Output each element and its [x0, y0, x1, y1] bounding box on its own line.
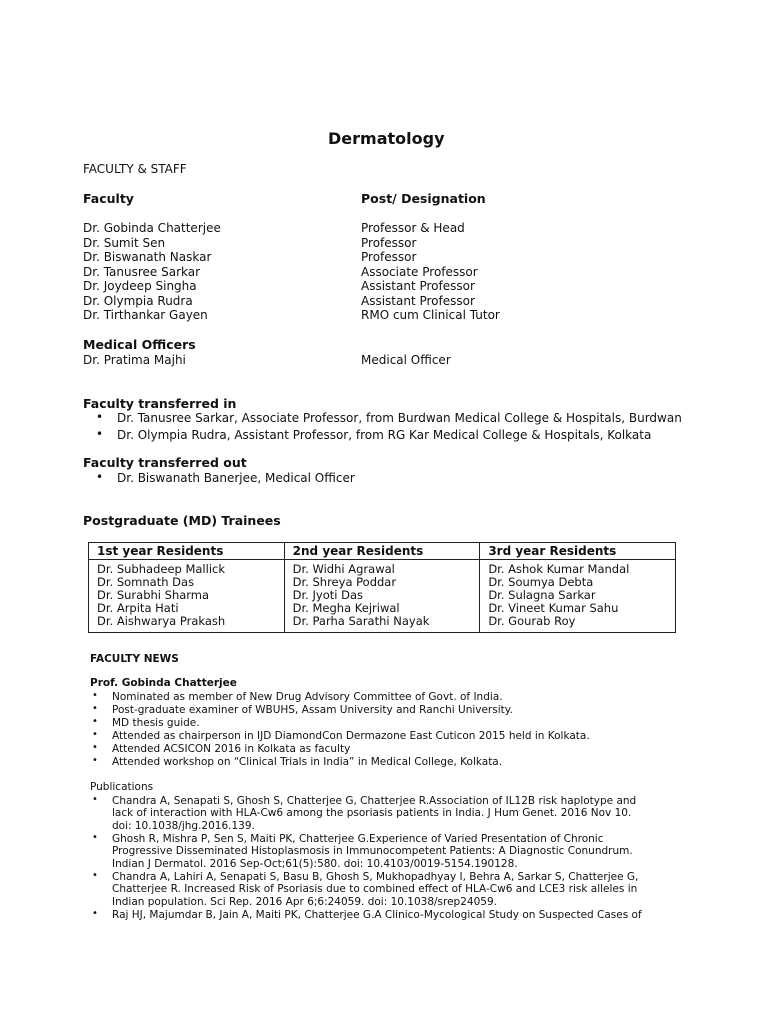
faculty-post: Assistant Professor — [361, 279, 475, 293]
faculty-post: Associate Professor — [361, 264, 478, 279]
medical-officers-heading: Medical Officers — [83, 337, 196, 352]
table-header-row — [89, 543, 676, 560]
news-item: Attended as chairperson in IJD DiamondCon Dermazone East Cuticon 2015 held in Kolkata. — [112, 730, 590, 742]
transferred-in-item: Dr. Tanusree Sarkar, Associate Professor, from Burdwan Medical College & Hospitals, Burdwan — [117, 411, 682, 425]
faculty-news-heading: FACULTY NEWS — [90, 653, 179, 665]
publication-item: Chandra A, Lahiri A, Senapati S, Basu B, Ghosh S, Mukhopadhyay I, Behra A, Sarkar S, Chatterjee G, Chatterjee R. Increased Risk of Psoriasis due to combined effect of HLA-Cw6 and LCE3 risk alleles in Indian population. Sci Rep. 2016 Apr 6;6:24059. doi: 10.1038/srep24059. — [112, 871, 639, 908]
bullet-icon: • — [92, 716, 98, 727]
transferred-in-item: Dr. Olympia Rudra, Assistant Professor, from RG Kar Medical College & Hospitals, Kolkata — [117, 428, 652, 442]
bullet-icon: • — [92, 729, 98, 740]
faculty-post: Professor & Head — [361, 221, 465, 235]
news-item: Post-graduate examiner of WBUHS, Assam University and Ranchi University. — [112, 704, 513, 716]
faculty-post: Professor — [361, 235, 417, 250]
section-heading: FACULTY & STAFF — [83, 162, 187, 176]
publication-item: Chandra A, Senapati S, Ghosh S, Chatterjee G, Chatterjee R.Association of IL12B risk haplotype and lack of interaction with HLA-Cw6 among the psoriasis patients in India. J Hum Genet. 2016 Nov 10. doi: 10.1038/jhg.2016.139. — [112, 795, 637, 832]
second-year-residents: Dr. Widhi Agrawal Dr. Shreya Poddar Dr. Jyoti Das Dr. Megha Kejriwal Dr. Parha Sarathi Nayak — [284, 560, 480, 633]
transferred-out-heading: Faculty transferred out — [83, 455, 247, 470]
bullet-icon: • — [92, 832, 98, 843]
table-row — [89, 560, 676, 633]
publications-heading: Publications — [90, 781, 154, 793]
bullet-icon: • — [92, 703, 98, 714]
news-item: Attended workshop on “Clinical Trials in India” in Medical College, Kolkata. — [112, 756, 503, 768]
page-title: Dermatology — [328, 129, 445, 148]
third-year-residents: Dr. Ashok Kumar Mandal Dr. Soumya Debta Dr. Sulagna Sarkar Dr. Vineet Kumar Sahu Dr. Gourab Roy — [480, 560, 676, 633]
publication-item: Ghosh R, Mishra P, Sen S, Maiti PK, Chatterjee G.Experience of Varied Presentation of Chronic Progressive Disseminated Histoplasmosis in Immunocompetent Patients: A Diagnostic Conundrum. Indian J Dermatol. 2016 Sep-Oct;61(5):580. doi: 10.4103/0019-5154.190128. — [112, 833, 633, 870]
news-item: MD thesis guide. — [112, 717, 200, 729]
bullet-icon: • — [92, 794, 98, 805]
faculty-name: Dr. Sumit Sen — [83, 235, 166, 250]
bullet-icon: • — [96, 470, 104, 484]
bullet-icon: • — [96, 427, 104, 441]
pg-trainees-table — [88, 542, 676, 633]
column-header: 2nd year Residents — [284, 543, 480, 560]
bullet-icon: • — [96, 410, 104, 424]
news-item: Nominated as member of New Drug Advisory Committee of Govt. of India. — [112, 691, 503, 703]
bullet-icon: • — [92, 742, 98, 753]
faculty-name: Dr. Tanusree Sarkar — [83, 264, 201, 279]
faculty-name: Dr. Joydeep Singha — [83, 279, 197, 293]
publication-item: Raj HJ, Majumdar B, Jain A, Maiti PK, Chatterjee G.A Clinico-Mycological Study on Suspected Cases of — [112, 909, 642, 921]
faculty-post: RMO cum Clinical Tutor — [361, 308, 500, 322]
faculty-post: Assistant Professor — [361, 293, 475, 308]
column-header: 1st year Residents — [89, 543, 285, 560]
bullet-icon: • — [92, 908, 98, 919]
news-person: Prof. Gobinda Chatterjee — [90, 677, 237, 689]
faculty-name: Dr. Gobinda Chatterjee — [83, 221, 221, 235]
column-header: 3rd year Residents — [480, 543, 676, 560]
bullet-icon: • — [92, 755, 98, 766]
post-column-header: Post/ Designation — [361, 191, 486, 206]
bullet-icon: • — [92, 870, 98, 881]
first-year-residents: Dr. Subhadeep Mallick Dr. Somnath Das Dr. Surabhi Sharma Dr. Arpita Hati Dr. Aishwarya Prakash — [89, 560, 285, 633]
bullet-icon: • — [92, 690, 98, 701]
medical-officer-name: Dr. Pratima Majhi — [83, 353, 186, 367]
faculty-post: Professor — [361, 250, 417, 264]
pg-trainees-heading: Postgraduate (MD) Trainees — [83, 513, 281, 528]
transferred-out-item: Dr. Biswanath Banerjee, Medical Officer — [117, 471, 355, 485]
transferred-in-heading: Faculty transferred in — [83, 396, 237, 411]
medical-officer-post: Medical Officer — [361, 353, 451, 367]
faculty-name: Dr. Olympia Rudra — [83, 293, 193, 308]
news-item: Attended ACSICON 2016 in Kolkata as faculty — [112, 743, 351, 755]
faculty-name: Dr. Tirthankar Gayen — [83, 308, 208, 322]
faculty-column-header: Faculty — [83, 191, 134, 206]
faculty-name: Dr. Biswanath Naskar — [83, 250, 212, 264]
